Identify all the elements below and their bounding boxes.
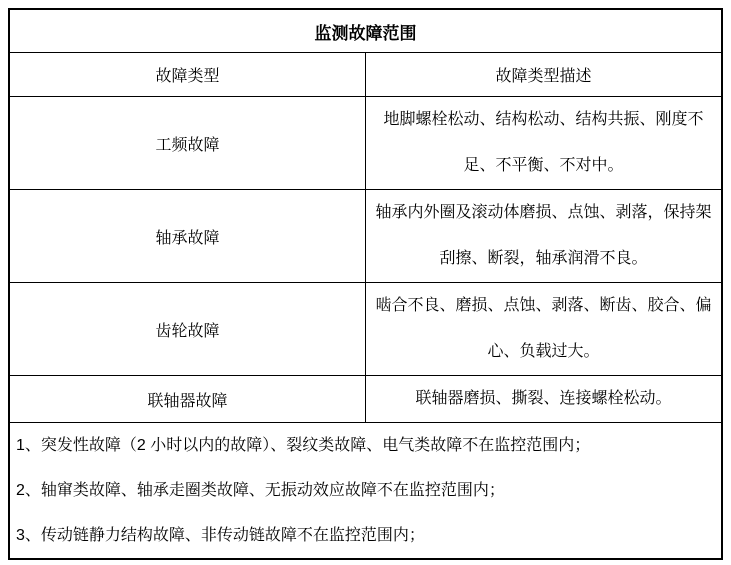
fault-type-cell: 联轴器故障 xyxy=(9,376,366,423)
fault-type-cell: 齿轮故障 xyxy=(9,283,366,376)
table-notes-row xyxy=(9,423,722,560)
table-header-row xyxy=(9,53,722,97)
note-line-2: 2、轴窜类故障、轴承走圈类故障、无振动效应故障不在监控范围内； xyxy=(16,482,505,499)
table-title-row xyxy=(9,9,722,53)
column-header-fault-type: 故障类型 xyxy=(9,53,366,97)
fault-description-cell: 地脚螺栓松动、结构松动、结构共振、刚度不足、不平衡、不对中。 xyxy=(366,97,723,190)
column-header-fault-description: 故障类型描述 xyxy=(366,53,723,97)
note-line-1: 1、突发性故障（2 小时以内的故障）、裂纹类故障、电气类故障不在监控范围内； xyxy=(16,437,591,454)
fault-description-cell: 轴承内外圈及滚动体磨损、点蚀、剥落，保持架刮擦、断裂，轴承润滑不良。 xyxy=(366,190,723,283)
table-row xyxy=(9,190,722,283)
fault-scope-table xyxy=(8,8,723,560)
fault-type-cell: 工频故障 xyxy=(9,97,366,190)
table-title: 监测故障范围 xyxy=(9,9,722,53)
table-row xyxy=(9,376,722,423)
note-line-3: 3、传动链静力结构故障、非传动链故障不在监控范围内； xyxy=(16,527,425,544)
table-row xyxy=(9,283,722,376)
fault-description-cell: 啮合不良、磨损、点蚀、剥落、断齿、胶合、偏心、负载过大。 xyxy=(366,283,723,376)
fault-description-cell: 联轴器磨损、撕裂、连接螺栓松动。 xyxy=(366,376,723,423)
table-row xyxy=(9,97,722,190)
notes-cell xyxy=(9,423,722,560)
fault-type-cell: 轴承故障 xyxy=(9,190,366,283)
